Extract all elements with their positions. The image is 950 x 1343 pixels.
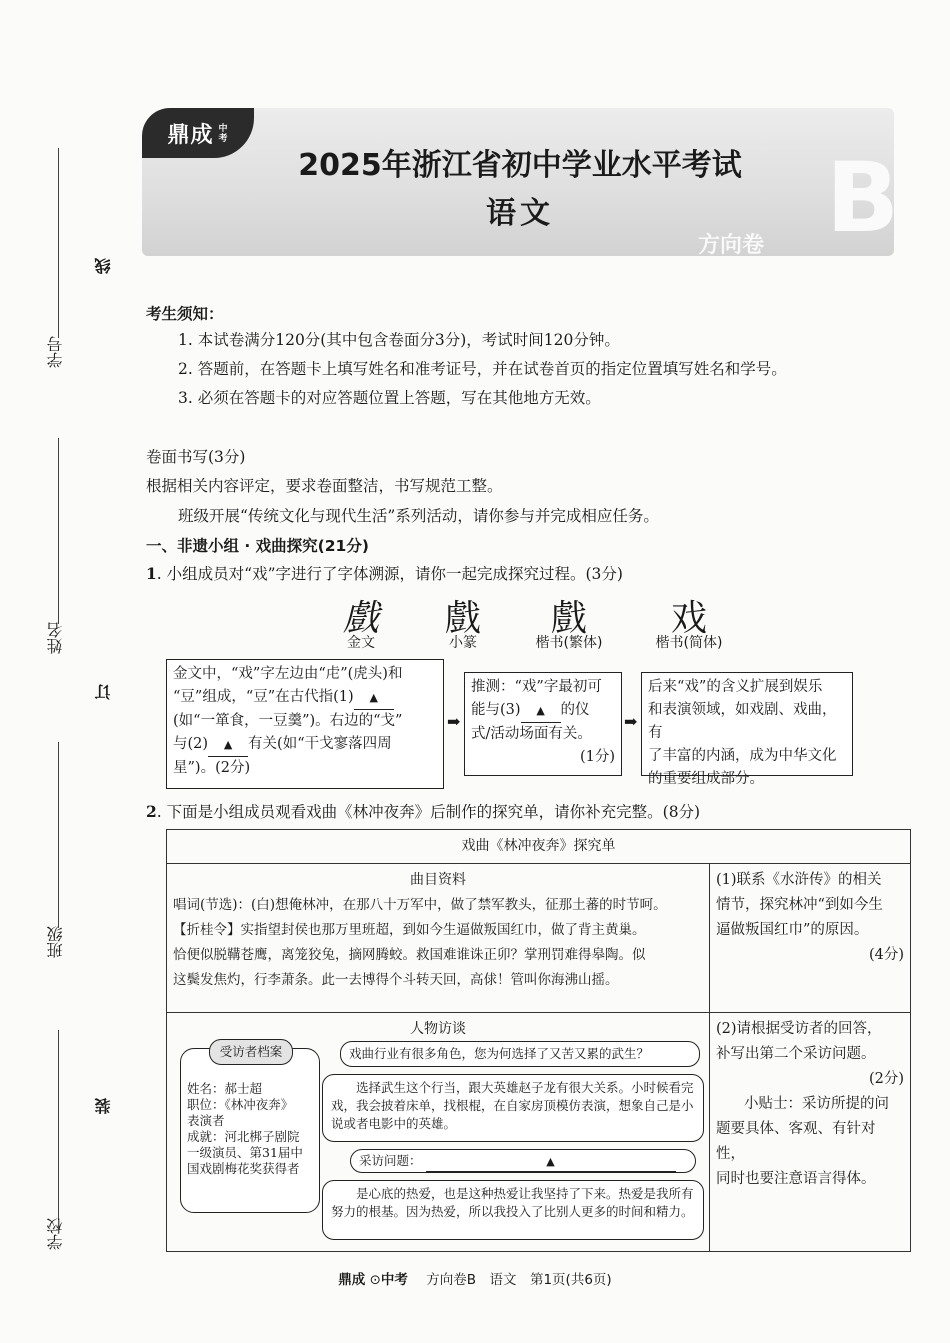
profile-line: 国戏剧梅花奖获得者 [187, 1161, 300, 1176]
box-line: 和表演领域，如戏剧、戏曲，有 [648, 702, 837, 741]
box-line: 推测：“戏”字最初可 [471, 679, 602, 695]
field-label-banji: 班级 [46, 926, 65, 958]
box-text: 与(2) [173, 736, 209, 752]
material-heading: 曲目资料 [410, 872, 466, 888]
box-line: 了丰富的内涵，成为中华文化 [648, 748, 837, 764]
glyph-jinwen: 戲 [342, 598, 379, 639]
box-text: 有关(如“干戈寥落四周 [248, 736, 392, 752]
lyric-line: 这鬓发焦灼，行李萧条。此一去博得个斗转天回，高俅！管叫你海沸山摇。 [173, 972, 619, 988]
box-line: 金文中，“戏”字左边由“虍”(虎头)和 [173, 666, 403, 682]
task-line: 情节，探究林冲“到如今生 [716, 897, 883, 913]
profile-line: 一级演员、第31届中 [187, 1145, 303, 1160]
task-1-cell [710, 864, 911, 1013]
field-label-xingming: 姓名 [46, 622, 65, 654]
field-label-xuexiao: 学校 [46, 1218, 65, 1250]
field-label-xuehao: 学号 [46, 336, 65, 368]
question-text: . 小组成员对“戏”字进行了字体溯源，请你一起完成探究过程。(3分) [156, 565, 623, 583]
box-text: “豆”组成，“豆”在古代指(1) [173, 689, 354, 705]
task-line: (2)请根据受访者的回答， [716, 1021, 882, 1037]
lyric-line: 【折桂令】实指望封侯也那万里班超，到如今生逼做叛国红巾，做了背主黄巢。 [173, 922, 646, 938]
box-line: 式/活动场面有关。 [471, 726, 592, 742]
page-footer [0, 1268, 950, 1288]
task-tip: 小贴士：采访所提的问 [744, 1096, 889, 1112]
question-bubble-1: 戏曲行业有很多角色，您为何选择了又苦又累的武生？ [340, 1041, 700, 1067]
box-line [173, 686, 437, 710]
footer-logo-icon: ⊙ [365, 1272, 381, 1288]
interviewee-profile-card [180, 1048, 320, 1213]
task-line: 逼做叛国红巾”的原因。 [716, 922, 869, 938]
answer-bubble-1: 选择武生这个行当，跟大英雄赵子龙有很大关系。小时候看完戏，我会披着床单，找根棍，在自家房顶模仿表演，想象自己是小说或者电影中的英雄。 [322, 1074, 704, 1142]
arrow-right-icon: ➡ [624, 712, 638, 731]
analysis-box-3 [641, 672, 853, 787]
task-score: (2分) [868, 1071, 904, 1087]
box-text: 的仪 [560, 702, 590, 718]
logo-sub: 中考 [216, 123, 227, 143]
notice-item: 1. 本试卷满分120分(其中包含卷面分3分)，考试时间120分钟。 [178, 331, 620, 349]
box-line: 的重要组成部分。 [648, 771, 764, 787]
logo-text: 鼎成 [167, 122, 214, 148]
field-line-xingming[interactable] [58, 438, 59, 624]
task-score: (4分) [868, 947, 904, 963]
activity-intro: 班级开展“传统文化与现代生活”系列活动，请你参与并完成相应任务。 [178, 507, 659, 525]
handwriting-text: 根据相关内容评定，要求卷面整洁，书写规范工整。 [146, 477, 503, 495]
material-cell [167, 864, 710, 1013]
binding-mark-xian: 线 [94, 258, 113, 274]
profile-line: 职位：《林冲夜奔》 [187, 1097, 294, 1112]
answer-blank-interview[interactable]: ▲ [426, 1153, 676, 1172]
exam-title: 2025年浙江省初中学业水平考试 [298, 148, 742, 183]
analysis-box-2 [464, 672, 622, 776]
question-number: 2 [146, 802, 157, 821]
box-line: 后来“戏”的含义扩展到娱乐 [648, 679, 823, 695]
field-line-xuexiao[interactable] [58, 1030, 59, 1220]
glyph-label: 楷书(繁体) [535, 635, 603, 651]
binding-mark-ding: 订 [94, 684, 113, 700]
profile-line: 姓名：郝士超 [187, 1081, 263, 1096]
glyph-kaishu-jianti: 戏 [670, 598, 707, 639]
notice-item: 2. 答题前，在答题卡上填写姓名和准考证号，并在试卷首页的指定位置填写姓名和学号。 [178, 360, 787, 378]
answer-blank-3[interactable]: ▲ [521, 699, 561, 723]
answer-blank-2[interactable]: ▲ [208, 733, 248, 757]
question-number: 1 [146, 564, 157, 583]
footer-brand2: 中考 [380, 1272, 408, 1288]
profile-line: 成就：河北梆子剧院 [187, 1129, 300, 1144]
glyph-label: 小篆 [449, 635, 477, 651]
notice-heading: 考生须知： [146, 305, 224, 323]
box-line [173, 733, 437, 757]
analysis-box-1 [166, 659, 444, 789]
box-line [471, 699, 615, 723]
sheet-title: 戏曲《林冲夜奔》探究单 [167, 830, 911, 864]
question-1-stem [146, 562, 623, 584]
interview-heading: 人物访谈 [410, 1021, 466, 1037]
lyric-line: 唱词(节选)：(白)想俺林冲，在那八十万军中，做了禁军教头，征那土蕃的时节呵。 [173, 897, 667, 913]
handwriting-heading: 卷面书写(3分) [146, 448, 246, 466]
box-text: 能与(3) [471, 702, 521, 718]
box-line: (如“一箪食，一豆羹”)。右边的“戈” [173, 713, 403, 729]
glyph-label: 楷书(简体) [655, 635, 723, 651]
glyph-label: 金文 [347, 635, 375, 651]
profile-line: 表演者 [187, 1113, 225, 1128]
binding-mark-zhuang: 装 [94, 1098, 113, 1114]
field-line-xuehao[interactable] [58, 148, 59, 338]
footer-info: 方向卷B 语文 第1页(共6页) [426, 1272, 612, 1288]
question-2-stem [146, 800, 700, 822]
profile-tag: 受访者档案 [209, 1039, 293, 1065]
glyph-xiaozhuan: 戲 [444, 598, 481, 639]
task-tip: 题要具体、客观、有针对性， [716, 1121, 876, 1162]
paper-type: 方向卷 [698, 233, 765, 258]
answer-bubble-2: 是心底的热爱，也是这种热爱让我坚持了下来。热爱是我所有努力的根基。因为热爱，所以我投入了比别人更多的时间和精力。 [322, 1180, 704, 1240]
subject-title: 语文 [486, 196, 554, 231]
box-line: 星”)。(2分) [173, 760, 251, 776]
task-2-cell [710, 1013, 911, 1252]
question-bubble-2 [350, 1149, 696, 1173]
task-line: (1)联系《水浒传》的相关 [716, 872, 882, 888]
glyph-kaishu-fanti: 戲 [550, 598, 587, 639]
notice-item: 3. 必须在答题卡的对应答题位置上答题，写在其他地方无效。 [178, 389, 601, 407]
field-line-banji[interactable] [58, 742, 59, 928]
answer-blank-1[interactable]: ▲ [354, 686, 394, 710]
box-score: (1分) [579, 749, 615, 765]
task-line: 补写出第二个采访问题。 [716, 1046, 876, 1062]
question-text: . 下面是小组成员观看戏曲《林冲夜奔》后制作的探究单，请你补充完整。(8分) [156, 803, 701, 821]
footer-brand: 鼎成 [338, 1272, 366, 1288]
question-label: 采访问题： [359, 1153, 422, 1168]
brand-logo [142, 108, 254, 158]
task-tip: 同时也要注意语言得体。 [716, 1171, 876, 1187]
lyric-line: 恰便似脱鞲苍鹰，离笼狡兔，摘网腾蛟。救国难谁诛正卯？掌刑罚难得皋陶。似 [173, 947, 646, 963]
arrow-right-icon: ➡ [447, 712, 461, 731]
paper-letter: B [826, 142, 900, 254]
section-heading: 一、非遗小组 · 戏曲探究(21分) [146, 537, 369, 555]
